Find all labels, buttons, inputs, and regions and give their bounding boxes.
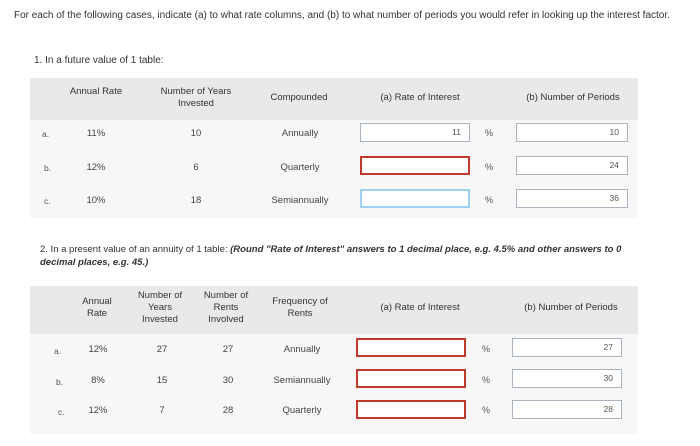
row-label: b. — [44, 163, 52, 173]
percent-sign: % — [485, 162, 494, 172]
header-rate-of-interest: (a) Rate of Interest — [380, 92, 460, 103]
header-years-invested: Number of Years Invested — [137, 290, 183, 325]
percent-sign: % — [482, 344, 491, 354]
annual-rate-cell: 8% — [91, 375, 105, 386]
number-of-periods-input[interactable]: 24 — [516, 156, 628, 175]
annuity-present-value-table — [30, 286, 638, 434]
instructions-text: For each of the following cases, indicate (a) to what rate columns, and (b) to what number of periods you would refer in looking up the interest factor. — [14, 10, 670, 21]
rounding-instructions: (Round "Rate of Interest" answers to 1 decimal place, e.g. 4.5% and other answers to 0 decimal places, e.g. 45.) — [40, 244, 622, 268]
percent-sign: % — [485, 128, 494, 138]
row-label: a. — [54, 346, 62, 356]
part2-title-plain: 2. In a present value of an annuity of 1 table: — [40, 244, 231, 255]
annual-rate-cell: 11% — [86, 128, 106, 139]
row-label: a. — [42, 129, 50, 139]
number-of-periods-input[interactable]: 10 — [516, 123, 628, 142]
header-frequency-of-rents: Frequency of Rents — [272, 296, 328, 319]
rents-cell: 27 — [222, 344, 234, 355]
table-header — [30, 286, 638, 334]
row-label: b. — [56, 377, 64, 387]
part1-title: 1. In a future value of 1 table: — [34, 55, 164, 66]
years-cell: 18 — [190, 195, 202, 206]
compounded-cell: Semiannually — [271, 195, 329, 206]
header-number-of-periods: (b) Number of Periods — [526, 92, 620, 103]
part2-title — [40, 243, 650, 269]
years-cell: 10 — [190, 128, 202, 139]
row-label: c. — [44, 196, 51, 206]
rate-of-interest-input[interactable] — [360, 156, 470, 175]
header-annual-rate: Annual Rate — [69, 86, 123, 97]
frequency-cell: Quarterly — [282, 405, 322, 416]
annual-rate-cell: 12% — [88, 344, 108, 355]
number-of-periods-input[interactable]: 30 — [512, 369, 622, 388]
header-number-of-periods: (b) Number of Periods — [524, 302, 618, 313]
years-cell: 27 — [156, 344, 168, 355]
number-of-periods-input[interactable]: 28 — [512, 400, 622, 419]
rate-of-interest-input[interactable] — [360, 189, 470, 208]
header-compounded: Compounded — [270, 92, 328, 103]
compounded-cell: Quarterly — [280, 162, 320, 173]
header-rents-involved: Number of Rents Involved — [203, 290, 249, 325]
annual-rate-cell: 12% — [88, 405, 108, 416]
annual-rate-cell: 12% — [86, 162, 106, 173]
frequency-cell: Semiannually — [273, 375, 331, 386]
rate-of-interest-input[interactable]: 11 — [360, 123, 470, 142]
header-rate-of-interest: (a) Rate of Interest — [380, 302, 460, 313]
future-value-table — [30, 78, 638, 218]
years-cell: 15 — [156, 375, 168, 386]
frequency-cell: Annually — [283, 344, 321, 355]
annual-rate-cell: 10% — [86, 195, 106, 206]
rents-cell: 30 — [222, 375, 234, 386]
years-cell: 6 — [193, 162, 199, 173]
years-cell: 7 — [159, 405, 165, 416]
rents-cell: 28 — [222, 405, 234, 416]
percent-sign: % — [482, 405, 491, 415]
rate-of-interest-input[interactable] — [356, 369, 466, 388]
header-annual-rate: Annual Rate — [82, 296, 112, 319]
number-of-periods-input[interactable]: 27 — [512, 338, 622, 357]
number-of-periods-input[interactable]: 36 — [516, 189, 628, 208]
compounded-cell: Annually — [281, 128, 319, 139]
table-header — [30, 78, 638, 120]
row-label: c. — [58, 407, 65, 417]
header-years-invested: Number of Years Invested — [160, 86, 232, 109]
rate-of-interest-input[interactable] — [356, 338, 466, 357]
rate-of-interest-input[interactable] — [356, 400, 466, 419]
percent-sign: % — [482, 375, 491, 385]
percent-sign: % — [485, 195, 494, 205]
